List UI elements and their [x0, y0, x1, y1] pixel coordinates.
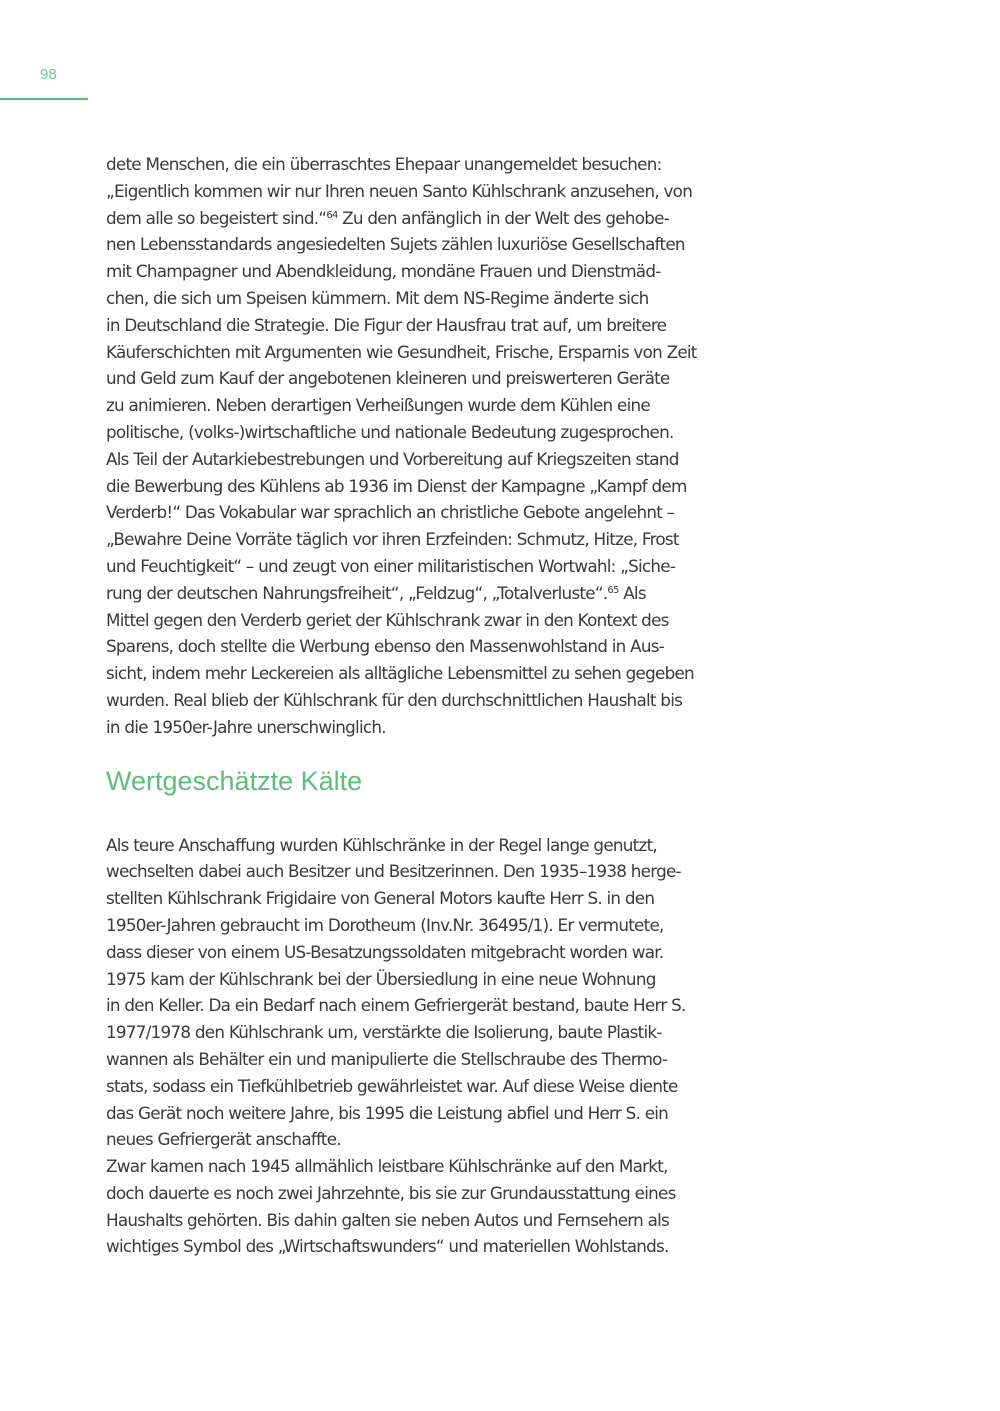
page-number-rule — [0, 98, 88, 100]
text-line: sicht, indem mehr Leckereien als alltägliche Lebensmittel zu sehen gegeben — [106, 663, 694, 684]
text-line: 1977/1978 den Kühlschrank um, verstärkte die Isolierung, baute Plastik- — [106, 1022, 662, 1043]
paragraph-1 — [106, 151, 776, 741]
text-line: Haushalts gehörten. Bis dahin galten sie neben Autos und Fernsehern als — [106, 1209, 670, 1230]
text-line: stats, sodass ein Tiefkühlbetrieb gewährleistet war. Auf diese Weise diente — [106, 1075, 678, 1096]
text-line: die Bewerbung des Kühlens ab 1936 im Dienst der Kampagne „Kampf dem — [106, 475, 687, 496]
text-line: Mittel gegen den Verderb geriet der Kühlschrank zwar in den Kontext des — [106, 609, 669, 630]
text-line: rung der deutschen Nahrungsfreiheit“, „Feldzug“, „Totalverluste“.$^{65}$ Als — [106, 582, 646, 603]
paragraph-2 — [106, 832, 776, 1154]
text-line: dass dieser von einem US-Besatzungssoldaten mitgebracht worden war. — [106, 941, 664, 962]
text-line: Käuferschichten mit Argumenten wie Gesundheit, Frische, Ersparnis von Zeit — [106, 341, 697, 362]
text-line: und Feuchtigkeit“ – und zeugt von einer militaristischen Wortwahl: „Siche- — [106, 555, 676, 576]
text-line: in den Keller. Da ein Bedarf nach einem Gefriergerät bestand, baute Herr S. — [106, 995, 686, 1016]
text-line: wechselten dabei auch Besitzer und Besitzerinnen. Den 1935–1938 herge- — [106, 861, 681, 882]
main-text — [106, 151, 776, 1260]
page-number: 98 — [40, 66, 57, 83]
text-line: dem alle so begeistert sind.“$^{64}$ Zu den anfänglich in der Welt des gehobe- — [106, 207, 670, 228]
text-line: neues Gefriergerät anschaffte. — [106, 1129, 341, 1150]
text-line: 1975 kam der Kühlschrank bei der Übersiedlung in eine neue Wohnung — [106, 968, 656, 989]
text-line: Verderb!“ Das Vokabular war sprachlich an christliche Gebote angelehnt – — [106, 502, 675, 523]
footnote-ref-65[interactable]: 65 — [607, 584, 619, 596]
text-line: in Deutschland die Strategie. Die Figur der Hausfrau trat auf, um breitere — [106, 314, 667, 335]
text-line: wichtiges Symbol des „Wirtschaftswunders“ und materiellen Wohlstands. — [106, 1236, 669, 1257]
text-line: wurden. Real blieb der Kühlschrank für den durchschnittlichen Haushalt bis — [106, 689, 683, 710]
text-line: politische, (volks-)wirtschaftliche und nationale Bedeutung zugesprochen. — [106, 421, 674, 442]
text-line: „Eigentlich kommen wir nur Ihren neuen Santo Kühlschrank anzusehen, von — [106, 180, 693, 201]
text-line: nen Lebensstandards angesiedelten Sujets zählen luxuriöse Gesellschaften — [106, 234, 685, 255]
text-line: und Geld zum Kauf der angebotenen kleineren und preiswerteren Geräte — [106, 368, 670, 389]
text-line: wannen als Behälter ein und manipulierte die Stellschraube des Thermo- — [106, 1048, 668, 1069]
text-line: „Bewahre Deine Vorräte täglich vor ihren Erzfeinden: Schmutz, Hitze, Frost — [106, 529, 679, 550]
text-line: Als Teil der Autarkiebestrebungen und Vorbereitung auf Kriegszeiten stand — [106, 448, 679, 469]
text-line: chen, die sich um Speisen kümmern. Mit dem NS-Regime änderte sich — [106, 287, 649, 308]
text-line: Sparens, doch stellte die Werbung ebenso den Massenwohlstand in Aus- — [106, 636, 665, 657]
text-line: mit Champagner und Abendkleidung, mondäne Frauen und Dienstmäd- — [106, 261, 661, 282]
text-line: 1950er-Jahren gebraucht im Dorotheum (Inv.Nr. 36495/1). Er vermutete, — [106, 914, 664, 935]
section-heading: Wertgeschätzte Kälte — [106, 765, 363, 796]
text-line: Zwar kamen nach 1945 allmählich leistbare Kühlschränke auf den Markt, — [106, 1156, 668, 1177]
paragraph-3 — [106, 1153, 776, 1260]
footnote-ref-64[interactable]: 64 — [326, 209, 338, 221]
text-line: in die 1950er-Jahre unerschwinglich. — [106, 716, 386, 737]
text-line: zu animieren. Neben derartigen Verheißungen wurde dem Kühlen eine — [106, 395, 650, 416]
text-line: das Gerät noch weitere Jahre, bis 1995 die Leistung abfiel und Herr S. ein — [106, 1102, 669, 1123]
text-line: dete Menschen, die ein überraschtes Ehepaar unangemeldet besuchen: — [106, 154, 662, 174]
text-line: Als teure Anschaffung wurden Kühlschränke in der Regel lange genutzt, — [106, 834, 657, 855]
text-line: doch dauerte es noch zwei Jahrzehnte, bis sie zur Grundausstattung eines — [106, 1182, 676, 1203]
text-line: stellten Kühlschrank Frigidaire von General Motors kaufte Herr S. in den — [106, 888, 655, 909]
